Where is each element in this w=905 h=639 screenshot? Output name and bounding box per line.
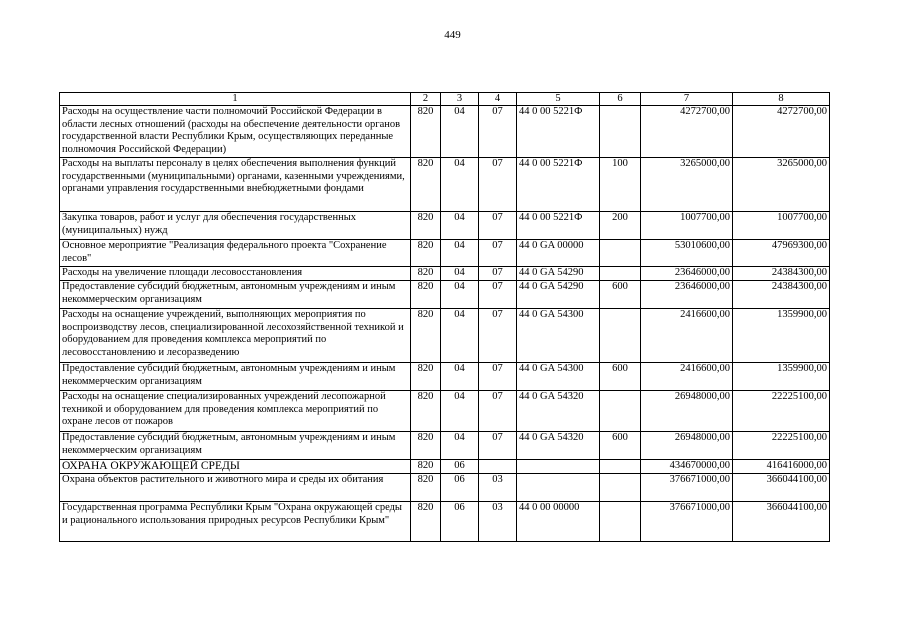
row-col-6 xyxy=(600,502,641,542)
row-col-5: 44 0 00 00000 xyxy=(517,502,600,542)
row-col-6 xyxy=(600,106,641,158)
row-col-4: 07 xyxy=(479,309,517,363)
row-col-6: 100 xyxy=(600,158,641,212)
row-col-2: 820 xyxy=(411,460,441,474)
budget-table xyxy=(59,92,830,542)
row-name: ОХРАНА ОКРУЖАЮЩЕЙ СРЕДЫ xyxy=(60,460,411,474)
row-col-8: 3265000,00 xyxy=(733,158,830,212)
row-name: Предоставление субсидий бюджетным, автономным учреждениям и иным некоммерческим организациям xyxy=(60,281,411,309)
row-col-2: 820 xyxy=(411,158,441,212)
row-col-6: 600 xyxy=(600,432,641,460)
row-col-2: 820 xyxy=(411,363,441,391)
row-col-3: 04 xyxy=(441,106,479,158)
row-col-7: 53010600,00 xyxy=(641,240,733,267)
row-col-4: 03 xyxy=(479,474,517,502)
row-col-6: 600 xyxy=(600,363,641,391)
row-col-7: 1007700,00 xyxy=(641,212,733,240)
row-col-4: 07 xyxy=(479,267,517,281)
row-col-5: 44 0 00 5221Ф xyxy=(517,158,600,212)
row-col-3: 04 xyxy=(441,212,479,240)
row-col-6 xyxy=(600,267,641,281)
row-name: Предоставление субсидий бюджетным, автономным учреждениям и иным некоммерческим организациям xyxy=(60,363,411,391)
header-cell: 8 xyxy=(733,93,830,106)
row-col-8: 1359900,00 xyxy=(733,363,830,391)
row-col-3: 04 xyxy=(441,391,479,432)
row-col-6 xyxy=(600,460,641,474)
row-col-5: 44 0 GA 00000 xyxy=(517,240,600,267)
table-row xyxy=(60,460,830,474)
row-col-3: 06 xyxy=(441,460,479,474)
header-cell: 7 xyxy=(641,93,733,106)
table-row xyxy=(60,391,830,432)
row-col-2: 820 xyxy=(411,309,441,363)
row-col-2: 820 xyxy=(411,502,441,542)
row-name: Расходы на оснащение специализированных учреждений лесопожарной техникой и оборудованием для проведения комплекса мероприятий по охране лесов от пожаров xyxy=(60,391,411,432)
page-number: 449 xyxy=(444,29,461,41)
table-row xyxy=(60,432,830,460)
row-col-5: 44 0 GA 54300 xyxy=(517,363,600,391)
row-col-6: 200 xyxy=(600,212,641,240)
row-col-3: 04 xyxy=(441,363,479,391)
table-row xyxy=(60,309,830,363)
table-row xyxy=(60,363,830,391)
row-col-5: 44 0 00 5221Ф xyxy=(517,106,600,158)
row-col-6 xyxy=(600,391,641,432)
header-cell: 1 xyxy=(60,93,411,106)
row-col-7: 434670000,00 xyxy=(641,460,733,474)
table-row xyxy=(60,212,830,240)
row-col-3: 04 xyxy=(441,240,479,267)
row-col-5: 44 0 GA 54290 xyxy=(517,267,600,281)
row-col-7: 4272700,00 xyxy=(641,106,733,158)
row-col-4: 07 xyxy=(479,106,517,158)
row-col-7: 26948000,00 xyxy=(641,391,733,432)
row-col-3: 04 xyxy=(441,158,479,212)
row-col-2: 820 xyxy=(411,267,441,281)
row-col-4: 07 xyxy=(479,158,517,212)
row-col-4: 07 xyxy=(479,363,517,391)
header-cell: 6 xyxy=(600,93,641,106)
row-col-7: 3265000,00 xyxy=(641,158,733,212)
row-col-8: 24384300,00 xyxy=(733,281,830,309)
row-col-8: 22225100,00 xyxy=(733,432,830,460)
row-col-5 xyxy=(517,460,600,474)
row-col-7: 2416600,00 xyxy=(641,363,733,391)
row-col-3: 06 xyxy=(441,502,479,542)
row-col-7: 26948000,00 xyxy=(641,432,733,460)
row-col-8: 4272700,00 xyxy=(733,106,830,158)
row-col-8: 22225100,00 xyxy=(733,391,830,432)
row-col-6: 600 xyxy=(600,281,641,309)
row-col-5: 44 0 GA 54320 xyxy=(517,391,600,432)
row-col-4: 07 xyxy=(479,391,517,432)
row-col-4: 07 xyxy=(479,240,517,267)
row-name: Расходы на выплаты персоналу в целях обеспечения выполнения функций государственными (муниципальными) органами, казенными учреждениями, органами управления государственными внебюджетными фондами xyxy=(60,158,411,212)
row-col-2: 820 xyxy=(411,281,441,309)
row-col-5: 44 0 GA 54290 xyxy=(517,281,600,309)
row-col-4 xyxy=(479,460,517,474)
row-col-8: 366044100,00 xyxy=(733,474,830,502)
table-row xyxy=(60,502,830,542)
row-col-2: 820 xyxy=(411,240,441,267)
row-col-8: 1359900,00 xyxy=(733,309,830,363)
table-row xyxy=(60,106,830,158)
row-col-5: 44 0 00 5221Ф xyxy=(517,212,600,240)
row-name: Расходы на увеличение площади лесовосстановления xyxy=(60,267,411,281)
row-col-2: 820 xyxy=(411,106,441,158)
row-col-2: 820 xyxy=(411,474,441,502)
row-name: Предоставление субсидий бюджетным, автономным учреждениям и иным некоммерческим организациям xyxy=(60,432,411,460)
row-col-7: 376671000,00 xyxy=(641,502,733,542)
row-name: Закупка товаров, работ и услуг для обеспечения государственных (муниципальных) нужд xyxy=(60,212,411,240)
table-row xyxy=(60,158,830,212)
row-col-2: 820 xyxy=(411,432,441,460)
table-row xyxy=(60,267,830,281)
row-col-8: 47969300,00 xyxy=(733,240,830,267)
row-col-8: 416416000,00 xyxy=(733,460,830,474)
row-col-4: 07 xyxy=(479,281,517,309)
row-col-3: 04 xyxy=(441,432,479,460)
row-col-7: 376671000,00 xyxy=(641,474,733,502)
table-row xyxy=(60,474,830,502)
row-col-7: 23646000,00 xyxy=(641,281,733,309)
row-name: Основное мероприятие "Реализация федерального проекта "Сохранение лесов" xyxy=(60,240,411,267)
row-col-4: 07 xyxy=(479,432,517,460)
row-col-5: 44 0 GA 54300 xyxy=(517,309,600,363)
row-col-6 xyxy=(600,474,641,502)
table-row xyxy=(60,240,830,267)
row-col-3: 06 xyxy=(441,474,479,502)
row-col-7: 23646000,00 xyxy=(641,267,733,281)
row-col-8: 1007700,00 xyxy=(733,212,830,240)
row-col-5: 44 0 GA 54320 xyxy=(517,432,600,460)
row-name: Охрана объектов растительного и животного мира и среды их обитания xyxy=(60,474,411,502)
row-col-3: 04 xyxy=(441,281,479,309)
row-col-6 xyxy=(600,309,641,363)
row-col-6 xyxy=(600,240,641,267)
row-name: Государственная программа Республики Крым "Охрана окружающей среды и рационального использования природных ресурсов Республики Крым" xyxy=(60,502,411,542)
row-col-4: 07 xyxy=(479,212,517,240)
header-cell: 4 xyxy=(479,93,517,106)
row-col-2: 820 xyxy=(411,391,441,432)
row-name: Расходы на оснащение учреждений, выполняющих мероприятия по воспроизводству лесов, специализированной лесохозяйственной техникой и оборудованием для проведения комплекса мероприятий по лесовосстановлению и лесоразведению xyxy=(60,309,411,363)
row-col-2: 820 xyxy=(411,212,441,240)
row-col-8: 366044100,00 xyxy=(733,502,830,542)
row-col-3: 04 xyxy=(441,267,479,281)
table-row xyxy=(60,281,830,309)
row-col-5 xyxy=(517,474,600,502)
row-col-4: 03 xyxy=(479,502,517,542)
header-cell: 5 xyxy=(517,93,600,106)
table-header-row xyxy=(60,93,830,106)
row-name: Расходы на осуществление части полномочий Российской Федерации в области лесных отношений (расходы на обеспечение деятельности органов государственной власти Республики Крым, осуществляющих переданные полномочия Российской Федерации) xyxy=(60,106,411,158)
row-col-8: 24384300,00 xyxy=(733,267,830,281)
header-cell: 3 xyxy=(441,93,479,106)
header-cell: 2 xyxy=(411,93,441,106)
row-col-3: 04 xyxy=(441,309,479,363)
row-col-7: 2416600,00 xyxy=(641,309,733,363)
